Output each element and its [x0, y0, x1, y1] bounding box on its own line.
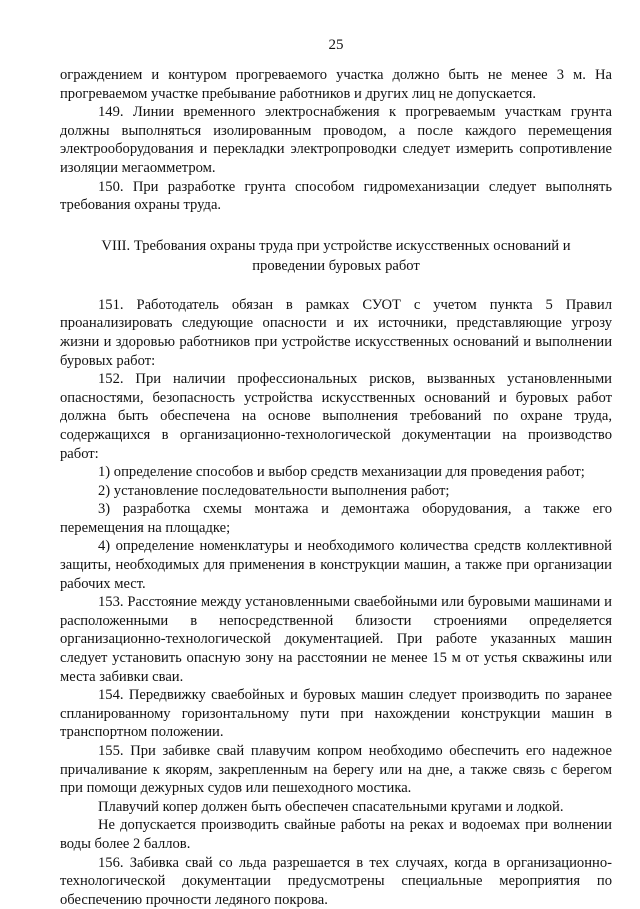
list-item-2: 2) установление последовательности выполнения работ;: [98, 482, 450, 499]
paragraph-151: 151. Работодатель обязан в рамках СУОТ с учетом пункта 5 Правил проанализировать следующие опасности и их источники, представляющие угрозу жизни и здоровью работников при устройстве искусственных оснований и выполнении буровых работ:: [60, 296, 612, 369]
paragraph-154: 154. Передвижку сваебойных и буровых машин следует производить по заранее спланированному горизонтальному пути при нахождении конструкции машин в транспортном положении.: [60, 687, 612, 741]
paragraph-149: 149. Линии временного электроснабжения к прогреваемым участкам грунта должны выполняться изолированным проводом, а после каждого перемещения электрооборудования и перекладки электропроводки следует измерить сопротивление изоляции мегаомметром.: [60, 104, 612, 176]
paragraph-155-note-2: Не допускается производить свайные работы на реках и водоемах при волнении воды более 2 баллов.: [60, 817, 612, 852]
paragraph-continuation: ограждением и контуром прогреваемого участка должно быть не менее 3 м. На прогреваемом участке пребывание работников и других лиц не допускается.: [60, 67, 612, 102]
page-number: 25: [328, 37, 344, 53]
paragraph-156: 156. Забивка свай со льда разрешается в тех случаях, когда в организационно-технологической документации предусмотрены специальные мероприятия по обеспечению прочности ледяного покрова.: [60, 854, 612, 908]
document-body: [60, 66, 612, 909]
section-heading: [60, 236, 612, 276]
paragraph-153: 153. Расстояние между установленными сваебойными или буровыми машинами и расположенными в непосредственной близости строениями определяется организационно-технологической документацией. При работе указанных машин следует установить опасную зону на расстоянии не менее 15 м от устья скважины или места забивки сваи.: [60, 594, 612, 685]
list-item-1: 1) определение способов и выбор средств механизации для проведения работ;: [98, 464, 585, 481]
list-item-3: 3) разработка схемы монтажа и демонтажа оборудования, а также его перемещения на площадке;: [60, 501, 612, 536]
paragraph-155: 155. При забивке свай плавучим копром необходимо обеспечить его надежное причаливание к якорям, закрепленным на берегу или на дне, а также связь с берегом при помощи дежурных судов или пешеходного мостика.: [60, 743, 612, 797]
section-heading-line-2: проведении буровых работ: [252, 257, 420, 274]
paragraph-155-note-1: Плавучий копер должен быть обеспечен спасательными кругами и лодкой.: [98, 798, 564, 815]
paragraph-152: 152. При наличии профессиональных рисков, вызванных установленными опасностями, безопасность устройства искусственных оснований и буровых работ должна быть обеспечена на основе выполнения требований по охране труда, содержащихся в организационно-технологической документации на производство работ:: [60, 371, 612, 462]
list-item-4: 4) определение номенклатуры и необходимого количества средств коллективной защиты, необходимых для применения в конструкции машин, а также при организации рабочих мест.: [60, 538, 612, 592]
paragraph-150: 150. При разработке грунта способом гидромеханизации следует выполнять требования охраны труда.: [60, 178, 612, 214]
section-heading-line-1: VIII. Требования охраны труда при устройстве искусственных оснований и: [101, 237, 571, 254]
